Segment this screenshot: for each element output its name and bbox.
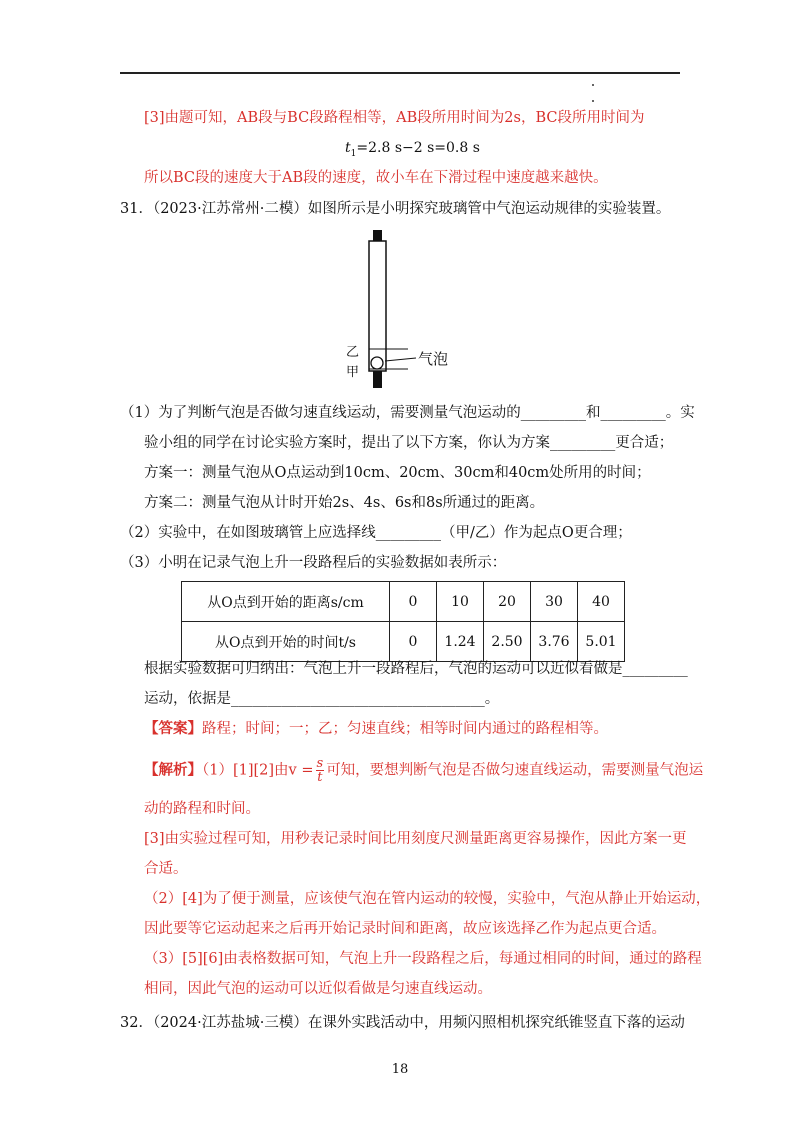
analysis-line: 相同，因此气泡的运动可以近似看做是匀速直线运动。 xyxy=(144,981,492,997)
conclusion-line-cont: 运动，依据是___________________________________。 xyxy=(144,691,500,707)
formula-rhs: =2.8 s−2 s=0.8 s xyxy=(356,140,480,156)
velocity-fraction xyxy=(316,757,325,784)
tube-top-plug xyxy=(373,230,382,241)
row-header: 从O点到开始的时间t/s xyxy=(182,622,390,662)
row-header: 从O点到开始的距离s/cm xyxy=(182,582,390,622)
formula xyxy=(345,138,480,164)
answer-line xyxy=(144,719,608,739)
analysis-line: [3]由题可知，AB段与BC段路程相等，AB段所用时间为2s，BC段所用时间为 xyxy=(144,110,645,126)
table-row xyxy=(182,622,625,662)
label-jia: 甲 xyxy=(346,365,360,380)
bubble-tube-figure xyxy=(340,226,470,390)
question-32-stem: 32．（2024·江苏盐城·三模）在课外实践活动中，用频闪照相机探究纸锥竖直下落的运动 xyxy=(120,1015,685,1031)
analysis-line: （3）[5][6]由表格数据可知，气泡上升一段路程之后，每通过相同的时间，通过的路程 xyxy=(144,951,702,967)
question-31-stem: 31．（2023·江苏常州·二模）如图所示是小明探究玻璃管中气泡运动规律的实验装置。 xyxy=(120,201,671,217)
table-cell: 40 xyxy=(578,582,625,622)
formula-var: t xyxy=(345,140,351,156)
formula-sub: 1 xyxy=(350,148,357,159)
table-cell: 30 xyxy=(531,582,578,622)
table-row xyxy=(182,582,625,622)
table-cell: 0 xyxy=(390,622,437,662)
bubble xyxy=(371,357,383,369)
table-cell: 20 xyxy=(484,582,531,622)
question-part-1: （1）为了判断气泡是否做匀速直线运动，需要测量气泡运动的_________和_________。实 xyxy=(120,405,695,421)
analysis-line xyxy=(144,757,703,784)
table-cell: 5.01 xyxy=(578,622,625,662)
analysis-line: [3]由实验过程可知，用秒表记录时间比用刻度尺测量距离更容易操作，因此方案一更 xyxy=(144,831,687,847)
analysis-line: 因此要等它运动起来之后再开始记录时间和距离，故应该选择乙作为起点更合适。 xyxy=(144,921,666,937)
analysis-text: （1）[1][2]由v = xyxy=(202,762,314,779)
plan-one: 方案一：测量气泡从O点运动到10cm、20cm、30cm和40cm处所用的时间； xyxy=(144,465,651,481)
analysis-text: 可知，要想判断气泡是否做匀速直线运动，需要测量气泡运 xyxy=(326,762,704,779)
label-yi: 乙 xyxy=(346,345,360,360)
analysis-line: 动的路程和时间。 xyxy=(144,801,260,817)
question-part-1-cont: 验小组的同学在讨论实验方案时，提出了以下方案，你认为方案_________更合适； xyxy=(144,435,674,451)
question-part-2: （2）实验中，在如图玻璃管上应选择线_________（甲/乙）作为起点O更合理； xyxy=(120,525,632,541)
table-cell: 2.50 xyxy=(484,622,531,662)
analysis-tag: 【解析】 xyxy=(144,761,202,779)
table-cell: 10 xyxy=(437,582,484,622)
table-cell: 0 xyxy=(390,582,437,622)
answer-tag: 【答案】 xyxy=(144,720,202,737)
data-table xyxy=(181,581,625,662)
bubble-pointer xyxy=(385,358,416,361)
fraction-numerator: s xyxy=(316,756,324,771)
analysis-line: （2）[4]为了便于测量，应该使气泡在管内运动的较慢，实验中，气泡从静止开始运动， xyxy=(144,891,711,907)
question-part-3: （3）小明在记录气泡上升一段路程后的实验数据如表所示： xyxy=(120,555,507,571)
table-cell: 3.76 xyxy=(531,622,578,662)
analysis-line: 所以BC段的速度大于AB段的速度，故小车在下滑过程中速度越来越快。 xyxy=(144,170,608,186)
answer-text: 路程；时间；一；乙；匀速直线；相等时间内通过的路程相等。 xyxy=(202,721,608,737)
label-bubble: 气泡 xyxy=(418,350,449,368)
tube-bottom-plug xyxy=(373,371,382,388)
margin-dot xyxy=(592,100,594,102)
header-rule xyxy=(120,72,680,74)
glass-tube xyxy=(369,241,386,371)
plan-two: 方案二：测量气泡从计时开始2s、4s、6s和8s所通过的距离。 xyxy=(144,495,545,511)
table-cell: 1.24 xyxy=(437,622,484,662)
page-number: 18 xyxy=(391,1062,409,1077)
conclusion-line: 根据实验数据可归纳出：气泡上升一段路程后，气泡的运动可以近似看做是_________ xyxy=(144,661,688,677)
fraction-denominator: t xyxy=(317,770,323,785)
analysis-line: 合适。 xyxy=(144,861,188,877)
margin-dot xyxy=(592,84,594,86)
